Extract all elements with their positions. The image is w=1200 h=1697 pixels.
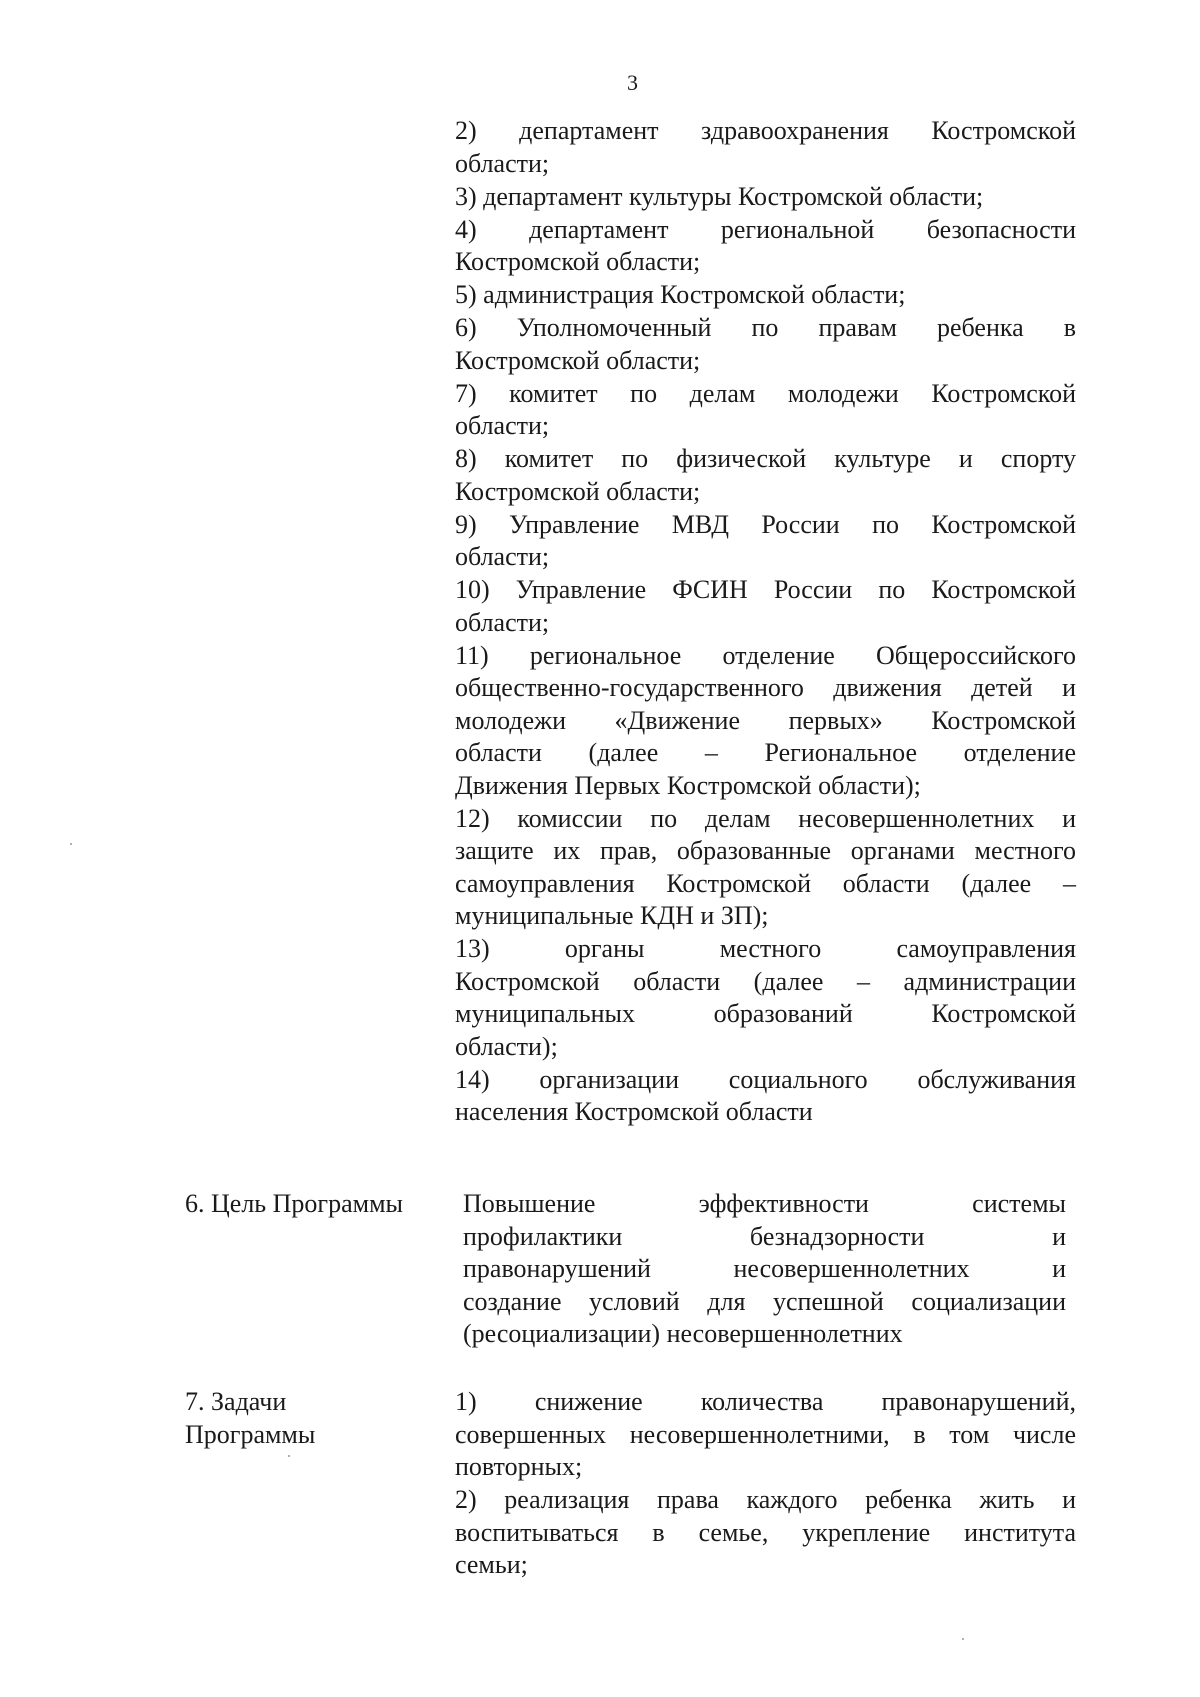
list-item xyxy=(455,803,1076,933)
list-line: области; xyxy=(455,542,550,571)
list-line: муниципальных образований Костромской xyxy=(455,999,1076,1028)
list-line: защите их прав, образованные органами местного xyxy=(455,836,1076,865)
section-6-line: (ресоциализации) несовершеннолетних xyxy=(463,1319,903,1348)
list-line: 5) администрация Костромской области; xyxy=(455,280,906,309)
list-line: молодежи «Движение первых» Костромской xyxy=(455,705,1076,735)
list-item xyxy=(455,443,1076,508)
list-line: муниципальные КДН и ЗП); xyxy=(455,901,769,930)
participants-list xyxy=(455,115,1076,1129)
scan-speck xyxy=(962,1638,964,1640)
list-line: Костромской области; xyxy=(455,476,701,506)
list-line: повторных; xyxy=(455,1452,583,1481)
list-item xyxy=(455,279,1076,312)
list-item xyxy=(455,115,1076,180)
list-line: области); xyxy=(455,1031,558,1061)
list-line: населения Костромской области xyxy=(455,1097,813,1126)
scan-speck xyxy=(70,843,72,845)
list-line: Движения Первых Костромской области); xyxy=(455,770,921,800)
list-line: 4) департамент региональной безопасности xyxy=(455,214,1076,244)
list-line: 1) снижение количества правонарушений, xyxy=(455,1387,1076,1416)
list-line: общественно-государственного движения детей и xyxy=(455,673,1076,702)
list-line: 8) комитет по физической культуре и спорту xyxy=(455,444,1076,473)
list-line: 13) органы местного самоуправления xyxy=(455,934,1076,963)
section-6-line: профилактики безнадзорности и xyxy=(463,1221,1066,1251)
list-line: 10) Управление ФСИН России по Костромской xyxy=(455,575,1076,604)
list-item xyxy=(455,1386,1076,1484)
list-line: 6) Уполномоченный по правам ребенка в xyxy=(455,313,1076,342)
section-7-body xyxy=(455,1386,1076,1582)
list-line: Костромской области; xyxy=(455,345,701,375)
list-line: 14) организации социального обслуживания xyxy=(455,1064,1076,1094)
section-6-line: Повышение эффективности системы xyxy=(463,1189,1066,1218)
list-line: воспитываться в семье, укрепление института xyxy=(455,1517,1076,1547)
list-line: области; xyxy=(455,411,550,440)
list-line: 9) Управление МВД России по Костромской xyxy=(455,509,1076,539)
list-item xyxy=(455,214,1076,279)
list-line: Костромской области; xyxy=(455,247,701,276)
list-item xyxy=(455,933,1076,1063)
list-item xyxy=(455,312,1076,377)
page-number: 3 xyxy=(627,70,638,95)
section-6-line: правонарушений несовершеннолетних и xyxy=(463,1254,1066,1283)
list-line: области; xyxy=(455,148,550,178)
list-line: области; xyxy=(455,607,550,637)
section-7-label xyxy=(185,1386,445,1451)
list-line: 12) комиссии по делам несовершеннолетних и xyxy=(455,803,1076,833)
section-6-line: создание условий для успешной социализации xyxy=(463,1286,1066,1316)
list-item xyxy=(455,378,1076,443)
section-7-label-line: Программы xyxy=(185,1419,316,1449)
list-line: совершенных несовершеннолетними, в том числе xyxy=(455,1419,1076,1449)
list-item xyxy=(455,640,1076,803)
list-line: 7) комитет по делам молодежи Костромской xyxy=(455,378,1076,408)
list-line: 2) департамент здравоохранения Костромской xyxy=(455,116,1076,145)
list-line: семьи; xyxy=(455,1550,528,1579)
list-line: 3) департамент культуры Костромской области; xyxy=(455,181,984,211)
list-item xyxy=(455,1064,1076,1129)
list-item xyxy=(455,1484,1076,1582)
list-line: самоуправления Костромской области (далее – xyxy=(455,868,1076,898)
list-line: 2) реализация права каждого ребенка жить и xyxy=(455,1485,1076,1514)
section-6-label: 6. Цель Программы xyxy=(185,1189,404,1218)
list-item xyxy=(455,181,1076,214)
section-6-body xyxy=(463,1188,1066,1351)
list-line: Костромской области (далее – администрации xyxy=(455,966,1076,996)
list-item xyxy=(455,574,1076,639)
list-line: области (далее – Региональное отделение xyxy=(455,738,1076,767)
list-item xyxy=(455,509,1076,574)
scan-speck xyxy=(288,1455,290,1457)
list-line: 11) региональное отделение Общероссийского xyxy=(455,640,1076,670)
section-7-label-line: 7. Задачи xyxy=(185,1387,287,1416)
